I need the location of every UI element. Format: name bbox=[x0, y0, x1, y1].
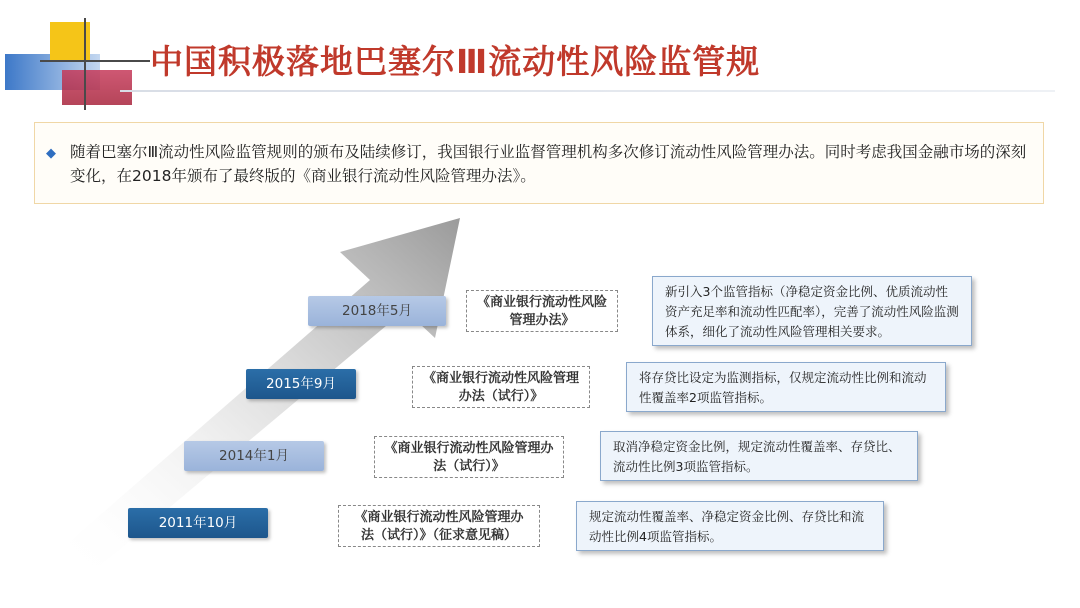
timeline-document-line: 管理办法》 bbox=[509, 313, 575, 328]
title-divider bbox=[120, 90, 1055, 92]
timeline-document-2011 bbox=[338, 505, 540, 547]
header-decoration-red bbox=[62, 70, 132, 105]
timeline-document-line: 《商业银行流动性风险管理办 bbox=[384, 441, 554, 456]
timeline-document-2014 bbox=[374, 436, 564, 478]
intro-text: 随着巴塞尔Ⅲ流动性风险监管规则的颁布及陆续修订，我国银行业监督管理机构多次修订流动性风险管理办法。同时考虑我国金融市场的深刻变化，在2018年颁布了最终版的《商业银行流动性风险管理办法》。 bbox=[70, 143, 1027, 185]
timeline-date-2015: 2015年9月 bbox=[246, 369, 356, 399]
timeline-document-line: 法（试行）》 bbox=[433, 459, 505, 474]
timeline-description-2014: 取消净稳定资金比例，规定流动性覆盖率、存贷比、流动性比例3项监管指标。 bbox=[600, 431, 918, 481]
header-decoration-line-vertical bbox=[84, 18, 86, 110]
timeline-document-line: 《商业银行流动性风险 bbox=[476, 295, 607, 310]
timeline-document-2018 bbox=[466, 290, 618, 332]
timeline-date-2014: 2014年1月 bbox=[184, 441, 324, 471]
timeline-date-2018: 2018年5月 bbox=[308, 296, 446, 326]
diamond-bullet-icon: ◆ bbox=[46, 146, 56, 161]
timeline-description-2018: 新引入3个监管指标（净稳定资金比例、优质流动性资产充足率和流动性匹配率），完善了流动性风险监测体系，细化了流动性风险管理相关要求。 bbox=[652, 276, 972, 346]
timeline-date-2011: 2011年10月 bbox=[128, 508, 268, 538]
timeline-document-2015 bbox=[412, 366, 590, 408]
page-title: 中国积极落地巴塞尔Ⅲ流动性风险监管规 bbox=[150, 42, 761, 81]
timeline-document-line: 法（试行）》（征求意见稿） bbox=[360, 528, 517, 543]
header-decoration-line-horizontal bbox=[40, 60, 150, 62]
timeline-document-line: 《商业银行流动性风险管理办 bbox=[354, 510, 524, 525]
timeline-description-2015: 将存贷比设定为监测指标，仅规定流动性比例和流动性覆盖率2项监管指标。 bbox=[626, 362, 946, 412]
timeline-document-line: 办法（试行）》 bbox=[458, 389, 544, 404]
timeline-document-line: 《商业银行流动性风险管理 bbox=[422, 371, 579, 386]
timeline-description-2011: 规定流动性覆盖率、净稳定资金比例、存贷比和流动性比例4项监管指标。 bbox=[576, 501, 884, 551]
